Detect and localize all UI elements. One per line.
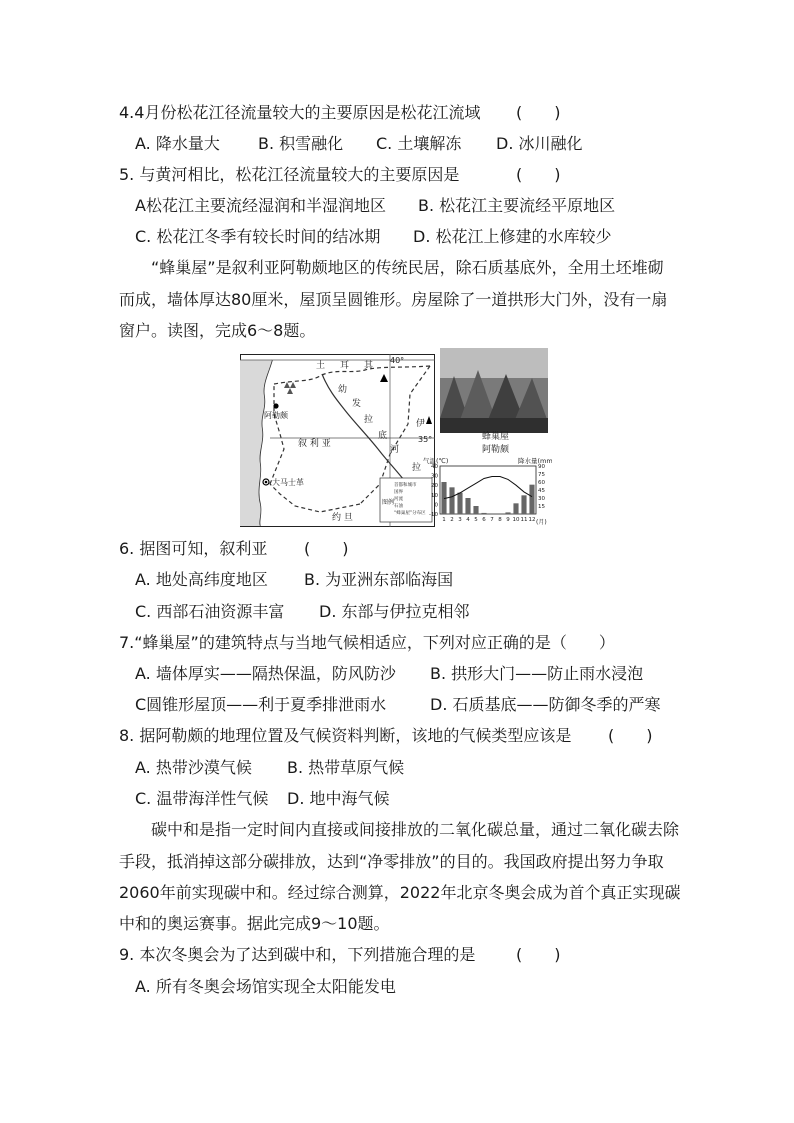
question-5-option-c: C. 松花江冬季有较长时间的结冰期 [135, 227, 381, 246]
y2-tick-label: 90 [538, 464, 545, 470]
passage-1-line-1: “蜂巢屋”是叙利亚阿勒颇地区的传统民居，除石质基底外，全用土坯堆砌 [151, 258, 664, 277]
passage-2-line-4: 中和的奥运赛事。据此完成9～10题。 [119, 914, 390, 933]
question-7-stem: 7.“蜂巢屋”的建筑特点与当地气候相适应，下列对应正确的是（ ） [119, 633, 615, 652]
x-tick-label: 6 [482, 517, 486, 523]
precip-bar [481, 513, 486, 514]
aleppo-climate-chart [418, 456, 552, 526]
question-9-answer-paren: ( ) [516, 945, 561, 964]
question-6-stem: 6. 据图可知，叙利亚 [119, 539, 268, 558]
svg-text:约 旦: 约 旦 [332, 513, 353, 523]
x-tick-label: 7 [490, 517, 494, 523]
svg-text:国界: 国界 [394, 490, 403, 495]
x-tick-label: 5 [474, 517, 478, 523]
question-4-option-d: D. 冰川融化 [496, 134, 583, 153]
svg-text:首都和城市: 首都和城市 [394, 483, 417, 488]
svg-text:大马士革: 大马士革 [272, 478, 304, 487]
question-8-option-b: B. 热带草原气候 [287, 758, 405, 777]
svg-text:发: 发 [352, 399, 362, 409]
y2-axis-label: 降水量(mm) [518, 457, 552, 465]
chart-caption: 阿勒颇 [482, 445, 510, 455]
svg-text:底: 底 [378, 431, 388, 441]
x-tick-label: 2 [450, 517, 454, 523]
question-9-option-a: A. 所有冬奥会场馆实现全太阳能发电 [135, 977, 396, 996]
question-8-option-a: A. 热带沙漠气候 [135, 758, 252, 777]
y-tick-label: 20 [431, 483, 438, 490]
y-tick-label: 10 [431, 492, 438, 499]
question-7-option-c: C圆锥形屋顶——利于夏季排泄雨水 [135, 695, 387, 714]
x-tick-label: 3 [458, 517, 462, 523]
y2-tick-label: 15 [538, 504, 545, 510]
y-tick-label: -10 [429, 512, 438, 518]
svg-text:河流: 河流 [394, 497, 403, 502]
precip-bar [521, 495, 526, 514]
x-tick-label: 4 [466, 517, 470, 523]
question-9-stem: 9. 本次冬奥会为了达到碳中和，下列措施合理的是 [119, 945, 476, 964]
question-7-option-a: A. 墙体厚实——隔热保温，防风防沙 [135, 664, 396, 683]
passage-2-line-1: 碳中和是指一定时间内直接或间接排放的二氧化碳总量，通过二氧化碳去除 [151, 820, 680, 839]
question-5-option-b: B. 松花江主要流经平原地区 [418, 196, 616, 215]
x-tick-label: 9 [506, 517, 510, 523]
y-tick-label: 40 [431, 464, 438, 470]
question-8-option-c: C. 温带海洋性气候 [135, 789, 269, 808]
beehive-house-photo [440, 348, 548, 433]
syria-map [240, 354, 435, 527]
svg-text:河: 河 [390, 445, 400, 455]
x-tick-label: 1 [442, 517, 446, 523]
y-axis-label: 气温(℃) [423, 457, 449, 465]
question-8-stem: 8. 据阿勒颇的地理位置及气候资料判断，该地的气候类型应该是 [119, 726, 572, 745]
svg-text:35°: 35° [418, 435, 433, 444]
y2-tick-label: 45 [538, 488, 545, 494]
x-axis-label: (月) [536, 519, 547, 526]
passage-1-line-3: 窗户。读图，完成6～8题。 [119, 321, 316, 340]
passage-2-line-2: 手段，抵消掉这部分碳排放，达到“净零排放”的目的。我国政府提出努力争取 [119, 852, 664, 871]
passage-2-line-3: 2060年前实现碳中和。经过综合测算，2022年北京冬奥会成为首个真正实现碳 [119, 883, 681, 902]
x-tick-label: 12 [528, 517, 536, 523]
question-4-stem: 4.4月份松花江径流量较大的主要原因是松花江流域 [119, 103, 481, 122]
passage-1-line-2: 而成，墙体厚达80厘米，屋顶呈圆锥形。房屋除了一道拱形大门外，没有一扇 [119, 290, 668, 309]
y-tick-label: 30 [431, 473, 438, 480]
precip-bar [473, 506, 478, 514]
question-4-answer-paren: ( ) [516, 103, 561, 122]
question-4-option-b: B. 积雪融化 [258, 134, 344, 153]
question-4-option-c: C. 土壤解冻 [376, 134, 462, 153]
x-tick-label: 10 [512, 517, 520, 523]
precip-bar [465, 498, 470, 514]
svg-text:40°: 40° [390, 356, 405, 365]
svg-text:其: 其 [364, 361, 374, 371]
precip-bar [529, 485, 534, 514]
question-5-stem: 5. 与黄河相比，松花江径流量较大的主要原因是 [119, 165, 460, 184]
question-6-option-a: A. 地处高纬度地区 [135, 570, 268, 589]
svg-text:土: 土 [316, 361, 326, 371]
precip-bar [449, 487, 454, 514]
question-8-option-d: D. 地中海气候 [287, 789, 390, 808]
question-6-option-d: D. 东部与伊拉克相邻 [319, 602, 470, 621]
precip-bar [505, 512, 510, 514]
svg-text:伊: 伊 [416, 419, 426, 429]
question-6-option-c: C. 西部石油资源丰富 [135, 602, 285, 621]
svg-text:“蜂巢屋”分布区: “蜂巢屋”分布区 [394, 511, 426, 516]
y2-tick-label: 30 [538, 496, 545, 502]
x-tick-label: 8 [498, 517, 502, 523]
y-tick-label: 0 [434, 502, 438, 509]
aleppo-city-dot [273, 403, 278, 408]
question-8-answer-paren: ( ) [608, 726, 653, 745]
svg-text:阿勒颇: 阿勒颇 [264, 411, 288, 420]
y2-tick-label: 60 [538, 480, 545, 486]
svg-text:幼: 幼 [338, 385, 348, 395]
question-5-answer-paren: ( ) [516, 165, 561, 184]
question-4-option-a: A. 降水量大 [135, 134, 220, 153]
question-6-option-b: B. 为亚洲东部临海国 [304, 570, 454, 589]
question-5-option-d: D. 松花江上修建的水库较少 [413, 227, 612, 246]
svg-text:耳: 耳 [340, 361, 350, 371]
precip-bar [513, 503, 518, 514]
precip-bar [457, 493, 462, 514]
svg-text:叙 利 亚: 叙 利 亚 [298, 439, 331, 449]
question-7-option-b: B. 拱形大门——防止雨水浸泡 [430, 664, 644, 683]
question-6-answer-paren: ( ) [304, 539, 349, 558]
svg-text:石油: 石油 [394, 504, 403, 509]
svg-text:图例: 图例 [382, 499, 395, 506]
x-tick-label: 11 [520, 517, 528, 523]
y2-tick-label: 75 [538, 472, 545, 478]
question-7-option-d: D. 石质基底——防御冬季的严寒 [430, 695, 661, 714]
svg-text:拉: 拉 [364, 415, 374, 425]
photo-caption: 蜂巢屋 [482, 432, 510, 442]
svg-text:拉: 拉 [412, 463, 422, 473]
question-5-option-a: A松花江主要流经湿润和半湿润地区 [135, 196, 386, 215]
